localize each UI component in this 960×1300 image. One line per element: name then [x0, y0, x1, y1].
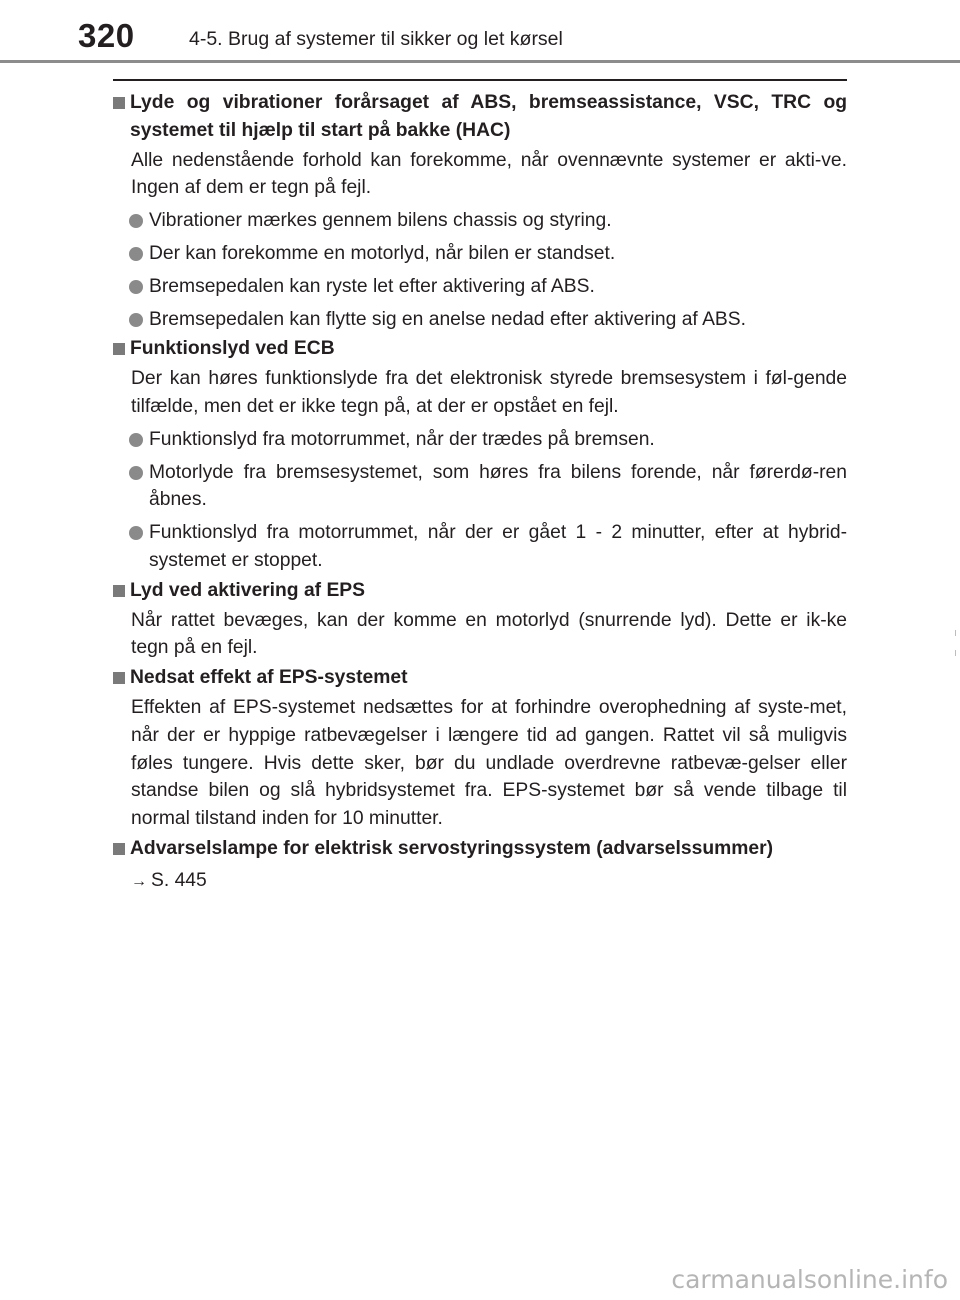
watermark: carmanualsonline.info	[671, 1265, 948, 1294]
header-divider	[0, 60, 960, 63]
list-item	[113, 459, 847, 515]
square-bullet-icon	[113, 843, 125, 855]
section-heading-text: Nedsat effekt af EPS-systemet	[130, 667, 408, 689]
margin-mark	[955, 650, 956, 656]
section-paragraph: Alle nedenstående forhold kan forekomme, når ovennævnte systemer er akti-ve. Ingen af dem er tegn på fejl.	[131, 149, 847, 199]
section-paragraph: Når rattet bevæges, kan der komme en motorlyd (snurrende lyd). Dette er ik-ke tegn på en fejl.	[131, 609, 847, 659]
bullet-list	[113, 207, 847, 333]
section-heading	[113, 664, 847, 692]
square-bullet-icon	[113, 585, 125, 597]
bullet-list	[113, 426, 847, 575]
section-heading	[113, 577, 847, 605]
circle-bullet-icon	[129, 526, 143, 540]
arrow-right-icon: →	[131, 872, 147, 890]
content-top-rule	[113, 79, 847, 81]
list-item-text: Funktionslyd fra motorrummet, når der er gået 1 - 2 minutter, efter at hybrid-systemet er stoppet.	[149, 522, 847, 571]
section-heading-text: Advarselslampe for elektrisk servostyringssystem (advarselssummer)	[130, 837, 774, 859]
page-header	[0, 0, 960, 64]
section-ecb-sounds	[113, 335, 847, 574]
circle-bullet-icon	[129, 214, 143, 228]
list-item-text: Der kan forekomme en motorlyd, når bilen er standset.	[149, 242, 616, 264]
section-heading	[113, 835, 847, 863]
circle-bullet-icon	[129, 466, 143, 480]
square-bullet-icon	[113, 672, 125, 684]
page-number: 320	[78, 17, 135, 54]
list-item-text: Bremsepedalen kan ryste let efter aktivering af ABS.	[149, 275, 595, 297]
section-paragraph: Effekten af EPS-systemet nedsættes for at forhindre overophedning af syste-met, når der er hyppige ratbevægelser i længere tid ad gangen. Rattet vil så muligvis føles tungere. Hvis dette sker, bør du undlade overdrevne ratbevæ-gelser eller standse bilen og slå hybridsystemet fra. EPS-systemet bør så vende tilbage til normal tilstand inden for 10 minutter.	[131, 696, 847, 830]
page-reference[interactable]	[113, 867, 847, 896]
section-eps-reduced	[113, 664, 847, 833]
list-item-text: Vibrationer mærkes gennem bilens chassis og styring.	[149, 210, 612, 232]
list-item	[113, 207, 847, 235]
page-reference-text: S. 445	[151, 869, 207, 891]
section-heading	[113, 335, 847, 363]
list-item-text: Bremsepedalen kan flytte sig en anelse nedad efter aktivering af ABS.	[149, 308, 747, 330]
circle-bullet-icon	[129, 313, 143, 327]
list-item	[113, 273, 847, 301]
chapter-title: 4-5. Brug af systemer til sikker og let kørsel	[189, 28, 563, 50]
section-eps-sound	[113, 577, 847, 662]
section-abs-sounds	[113, 89, 847, 333]
section-heading-text: Lyde og vibrationer forårsaget af ABS, bremseassistance, VSC, TRC og systemet til hjælp til start på bakke (HAC)	[130, 92, 847, 141]
list-item-text: Funktionslyd fra motorrummet, når der trædes på bremsen.	[149, 428, 655, 450]
section-heading	[113, 89, 847, 145]
list-item	[113, 519, 847, 575]
square-bullet-icon	[113, 97, 125, 109]
section-heading-text: Funktionslyd ved ECB	[130, 338, 335, 360]
list-item	[113, 240, 847, 268]
section-eps-warning	[113, 835, 847, 896]
margin-mark	[955, 630, 956, 636]
square-bullet-icon	[113, 343, 125, 355]
section-paragraph: Der kan høres funktionslyde fra det elektronisk styrede bremsesystem i føl-gende tilfælde, men det er ikke tegn på, at der er opstået en fejl.	[131, 368, 847, 417]
circle-bullet-icon	[129, 247, 143, 261]
list-item	[113, 306, 847, 334]
circle-bullet-icon	[129, 433, 143, 447]
page-content	[113, 89, 847, 896]
circle-bullet-icon	[129, 280, 143, 294]
list-item-text: Motorlyde fra bremsesystemet, som høres fra bilens forende, når førerdø-ren åbnes.	[149, 461, 847, 511]
section-heading-text: Lyd ved aktivering af EPS	[130, 579, 366, 601]
list-item	[113, 426, 847, 454]
